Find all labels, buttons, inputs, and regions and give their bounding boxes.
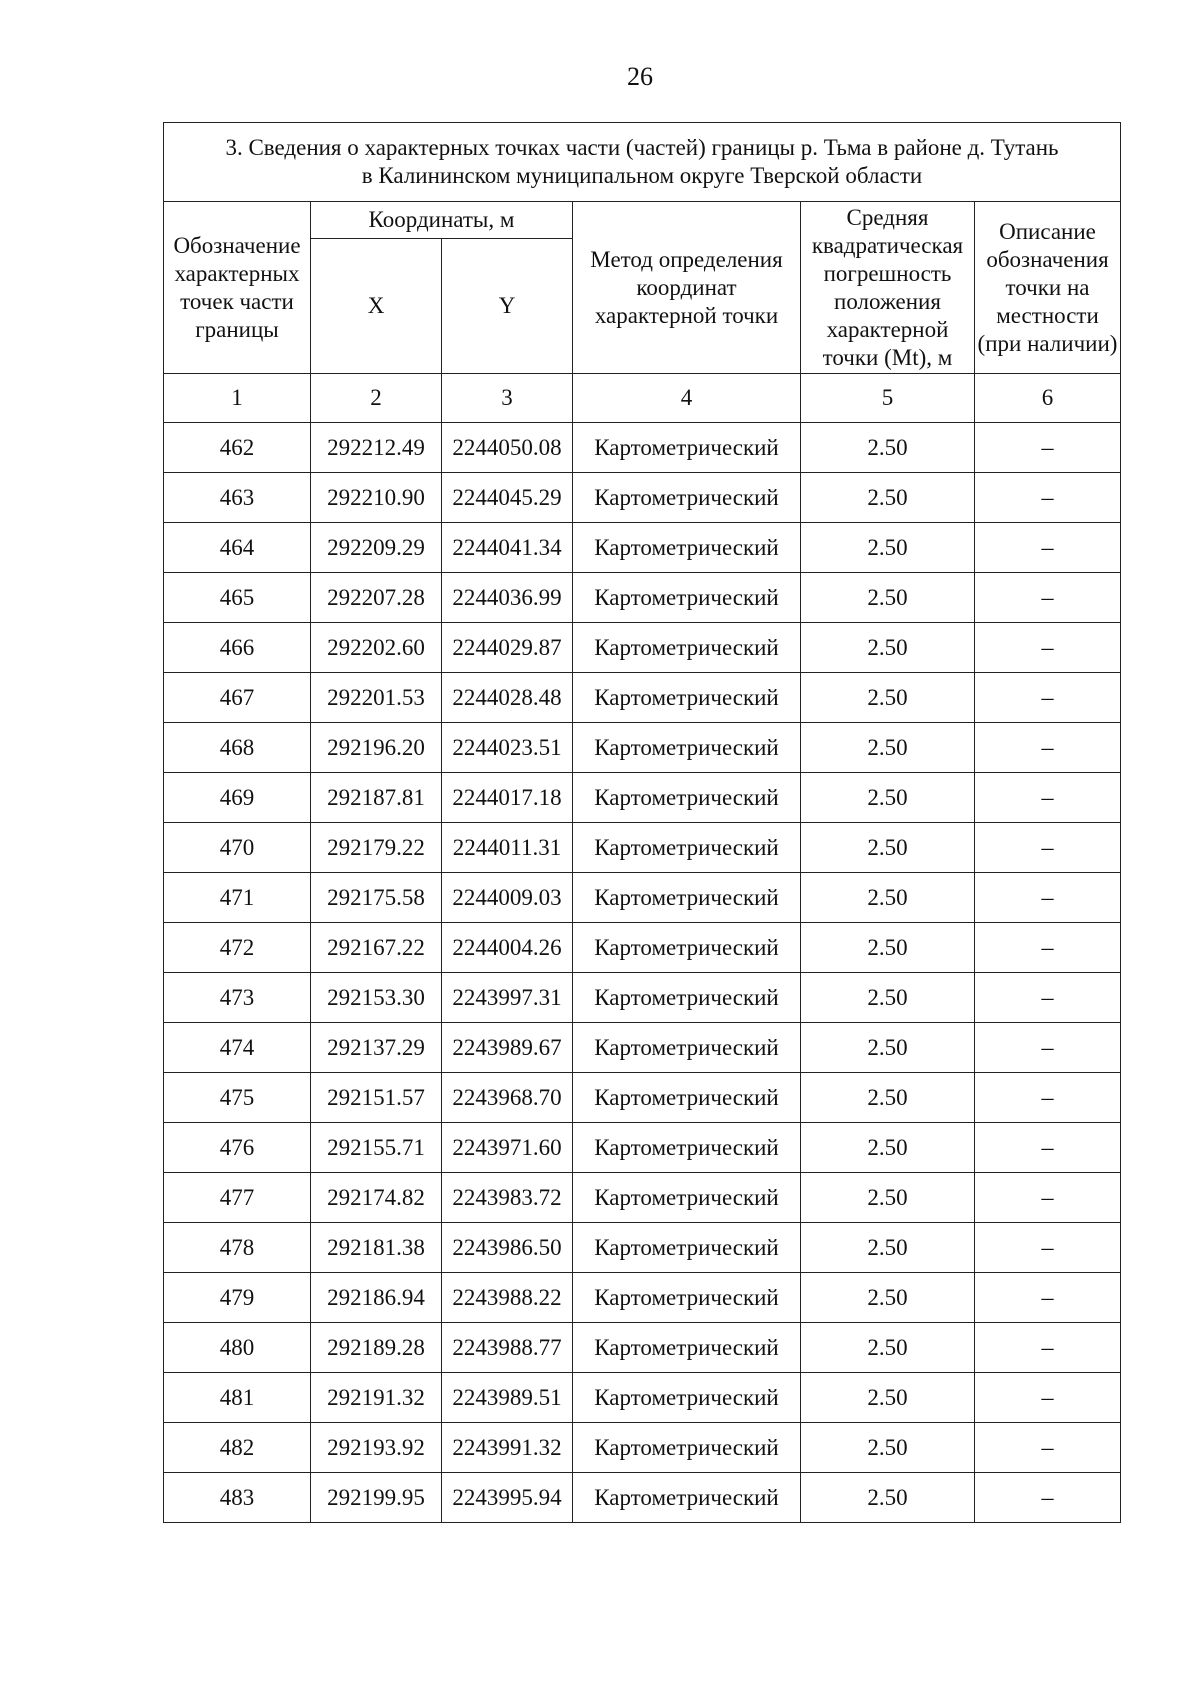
point-id-cell: 468: [164, 723, 311, 773]
description-cell: –: [975, 573, 1121, 623]
method-cell: Картометрический: [573, 723, 801, 773]
y-coordinate-cell: 2243989.67: [442, 1023, 573, 1073]
caption-line-1: 3. Сведения о характерных точках части (частей) границы р. Тьма в районе д. Тутань: [225, 135, 1059, 160]
column-number: 3: [442, 374, 573, 423]
table-row: [164, 873, 1121, 923]
description-cell: –: [975, 1123, 1121, 1173]
method-cell: Картометрический: [573, 1223, 801, 1273]
table-row: [164, 973, 1121, 1023]
accuracy-cell: 2.50: [801, 1323, 975, 1373]
header-row-1: [164, 202, 1121, 239]
table-row: [164, 1473, 1121, 1523]
column-number: 1: [164, 374, 311, 423]
description-cell: –: [975, 1473, 1121, 1523]
table-row: [164, 1423, 1121, 1473]
point-id-cell: 471: [164, 873, 311, 923]
y-coordinate-cell: 2244011.31: [442, 823, 573, 873]
method-cell: Картометрический: [573, 773, 801, 823]
header-x: X: [311, 239, 442, 374]
point-id-cell: 480: [164, 1323, 311, 1373]
boundary-points-table: [163, 122, 1121, 1523]
description-cell: –: [975, 673, 1121, 723]
point-id-cell: 475: [164, 1073, 311, 1123]
accuracy-cell: 2.50: [801, 1173, 975, 1223]
accuracy-cell: 2.50: [801, 1273, 975, 1323]
x-coordinate-cell: 292210.90: [311, 473, 442, 523]
x-coordinate-cell: 292175.58: [311, 873, 442, 923]
table-row: [164, 573, 1121, 623]
column-number: 2: [311, 374, 442, 423]
method-cell: Картометрический: [573, 623, 801, 673]
point-id-cell: 479: [164, 1273, 311, 1323]
method-cell: Картометрический: [573, 873, 801, 923]
y-coordinate-cell: 2243986.50: [442, 1223, 573, 1273]
x-coordinate-cell: 292193.92: [311, 1423, 442, 1473]
method-cell: Картометрический: [573, 973, 801, 1023]
x-coordinate-cell: 292189.28: [311, 1323, 442, 1373]
point-id-cell: 464: [164, 523, 311, 573]
description-cell: –: [975, 873, 1121, 923]
accuracy-cell: 2.50: [801, 623, 975, 673]
description-cell: –: [975, 1223, 1121, 1273]
method-cell: Картометрический: [573, 1123, 801, 1173]
x-coordinate-cell: 292167.22: [311, 923, 442, 973]
method-cell: Картометрический: [573, 823, 801, 873]
method-cell: Картометрический: [573, 1373, 801, 1423]
table-row: [164, 823, 1121, 873]
accuracy-cell: 2.50: [801, 1023, 975, 1073]
description-cell: –: [975, 1073, 1121, 1123]
point-id-cell: 462: [164, 423, 311, 473]
x-coordinate-cell: 292153.30: [311, 973, 442, 1023]
header-description: Описание обозначения точки на местности (при наличии): [975, 202, 1121, 374]
page-number: 26: [627, 62, 653, 91]
y-coordinate-cell: 2243988.77: [442, 1323, 573, 1373]
y-coordinate-cell: 2244028.48: [442, 673, 573, 723]
y-coordinate-cell: 2244045.29: [442, 473, 573, 523]
x-coordinate-cell: 292201.53: [311, 673, 442, 723]
description-cell: –: [975, 773, 1121, 823]
caption-row: [164, 123, 1121, 202]
y-coordinate-cell: 2243989.51: [442, 1373, 573, 1423]
accuracy-cell: 2.50: [801, 773, 975, 823]
table-row: [164, 523, 1121, 573]
point-id-cell: 483: [164, 1473, 311, 1523]
point-id-cell: 465: [164, 573, 311, 623]
method-cell: Картометрический: [573, 573, 801, 623]
y-coordinate-cell: 2243997.31: [442, 973, 573, 1023]
accuracy-cell: 2.50: [801, 423, 975, 473]
x-coordinate-cell: 292199.95: [311, 1473, 442, 1523]
method-cell: Картометрический: [573, 923, 801, 973]
y-coordinate-cell: 2244029.87: [442, 623, 573, 673]
accuracy-cell: 2.50: [801, 823, 975, 873]
point-id-cell: 478: [164, 1223, 311, 1273]
y-coordinate-cell: 2243988.22: [442, 1273, 573, 1323]
y-coordinate-cell: 2244041.34: [442, 523, 573, 573]
table-row: [164, 473, 1121, 523]
point-id-cell: 467: [164, 673, 311, 723]
description-cell: –: [975, 473, 1121, 523]
point-id-cell: 476: [164, 1123, 311, 1173]
accuracy-cell: 2.50: [801, 1073, 975, 1123]
x-coordinate-cell: 292186.94: [311, 1273, 442, 1323]
y-coordinate-cell: 2243983.72: [442, 1173, 573, 1223]
x-coordinate-cell: 292174.82: [311, 1173, 442, 1223]
y-coordinate-cell: 2243971.60: [442, 1123, 573, 1173]
x-coordinate-cell: 292207.28: [311, 573, 442, 623]
method-cell: Картометрический: [573, 1073, 801, 1123]
table-row: [164, 1273, 1121, 1323]
description-cell: –: [975, 523, 1121, 573]
description-cell: –: [975, 1023, 1121, 1073]
y-coordinate-cell: 2244004.26: [442, 923, 573, 973]
description-cell: –: [975, 1423, 1121, 1473]
y-coordinate-cell: 2243995.94: [442, 1473, 573, 1523]
y-coordinate-cell: 2244036.99: [442, 573, 573, 623]
table-caption: [164, 123, 1121, 202]
point-id-cell: 473: [164, 973, 311, 1023]
table-row: [164, 1073, 1121, 1123]
point-id-cell: 470: [164, 823, 311, 873]
description-cell: –: [975, 1273, 1121, 1323]
point-id-cell: 477: [164, 1173, 311, 1223]
accuracy-cell: 2.50: [801, 573, 975, 623]
description-cell: –: [975, 1373, 1121, 1423]
x-coordinate-cell: 292209.29: [311, 523, 442, 573]
method-cell: Картометрический: [573, 1273, 801, 1323]
description-cell: –: [975, 1173, 1121, 1223]
point-id-cell: 482: [164, 1423, 311, 1473]
accuracy-cell: 2.50: [801, 473, 975, 523]
accuracy-cell: 2.50: [801, 1223, 975, 1273]
x-coordinate-cell: 292179.22: [311, 823, 442, 873]
y-coordinate-cell: 2244023.51: [442, 723, 573, 773]
caption-line-2: в Калининском муниципальном округе Тверской области: [361, 163, 923, 188]
column-number: 5: [801, 374, 975, 423]
point-id-cell: 466: [164, 623, 311, 673]
table-row: [164, 1173, 1121, 1223]
method-cell: Картометрический: [573, 673, 801, 723]
point-id-cell: 469: [164, 773, 311, 823]
description-cell: –: [975, 973, 1121, 1023]
accuracy-cell: 2.50: [801, 923, 975, 973]
description-cell: –: [975, 423, 1121, 473]
x-coordinate-cell: 292187.81: [311, 773, 442, 823]
method-cell: Картометрический: [573, 523, 801, 573]
description-cell: –: [975, 1323, 1121, 1373]
x-coordinate-cell: 292212.49: [311, 423, 442, 473]
x-coordinate-cell: 292137.29: [311, 1023, 442, 1073]
table-row: [164, 723, 1121, 773]
column-number-row: [164, 374, 1121, 423]
table-row: [164, 673, 1121, 723]
method-cell: Картометрический: [573, 1423, 801, 1473]
point-id-cell: 463: [164, 473, 311, 523]
description-cell: –: [975, 623, 1121, 673]
y-coordinate-cell: 2244017.18: [442, 773, 573, 823]
y-coordinate-cell: 2244050.08: [442, 423, 573, 473]
accuracy-cell: 2.50: [801, 673, 975, 723]
y-coordinate-cell: 2243968.70: [442, 1073, 573, 1123]
accuracy-cell: 2.50: [801, 523, 975, 573]
accuracy-cell: 2.50: [801, 723, 975, 773]
x-coordinate-cell: 292196.20: [311, 723, 442, 773]
point-id-cell: 481: [164, 1373, 311, 1423]
accuracy-cell: 2.50: [801, 1373, 975, 1423]
table-row: [164, 423, 1121, 473]
table-row: [164, 1023, 1121, 1073]
table-row: [164, 1373, 1121, 1423]
accuracy-cell: 2.50: [801, 1473, 975, 1523]
table-row: [164, 923, 1121, 973]
description-cell: –: [975, 923, 1121, 973]
header-accuracy: Средняя квадратическая погрешность положения характерной точки (Mt), м: [801, 202, 975, 374]
description-cell: –: [975, 723, 1121, 773]
y-coordinate-cell: 2243991.32: [442, 1423, 573, 1473]
header-coordinates: Координаты, м: [311, 202, 573, 239]
header-method: Метод определения координат характерной точки: [573, 202, 801, 374]
method-cell: Картометрический: [573, 1323, 801, 1373]
column-number: 6: [975, 374, 1121, 423]
y-coordinate-cell: 2244009.03: [442, 873, 573, 923]
point-id-cell: 472: [164, 923, 311, 973]
accuracy-cell: 2.50: [801, 873, 975, 923]
x-coordinate-cell: 292202.60: [311, 623, 442, 673]
accuracy-cell: 2.50: [801, 1123, 975, 1173]
method-cell: Картометрический: [573, 473, 801, 523]
table-row: [164, 773, 1121, 823]
method-cell: Картометрический: [573, 1023, 801, 1073]
x-coordinate-cell: 292155.71: [311, 1123, 442, 1173]
accuracy-cell: 2.50: [801, 973, 975, 1023]
table-row: [164, 623, 1121, 673]
x-coordinate-cell: 292181.38: [311, 1223, 442, 1273]
accuracy-cell: 2.50: [801, 1423, 975, 1473]
point-id-cell: 474: [164, 1023, 311, 1073]
x-coordinate-cell: 292151.57: [311, 1073, 442, 1123]
method-cell: Картометрический: [573, 423, 801, 473]
header-point-designation: Обозначение характерных точек части границы: [164, 202, 311, 374]
method-cell: Картометрический: [573, 1173, 801, 1223]
description-cell: –: [975, 823, 1121, 873]
table-row: [164, 1123, 1121, 1173]
x-coordinate-cell: 292191.32: [311, 1373, 442, 1423]
table-row: [164, 1223, 1121, 1273]
method-cell: Картометрический: [573, 1473, 801, 1523]
table-row: [164, 1323, 1121, 1373]
header-y: Y: [442, 239, 573, 374]
column-number: 4: [573, 374, 801, 423]
